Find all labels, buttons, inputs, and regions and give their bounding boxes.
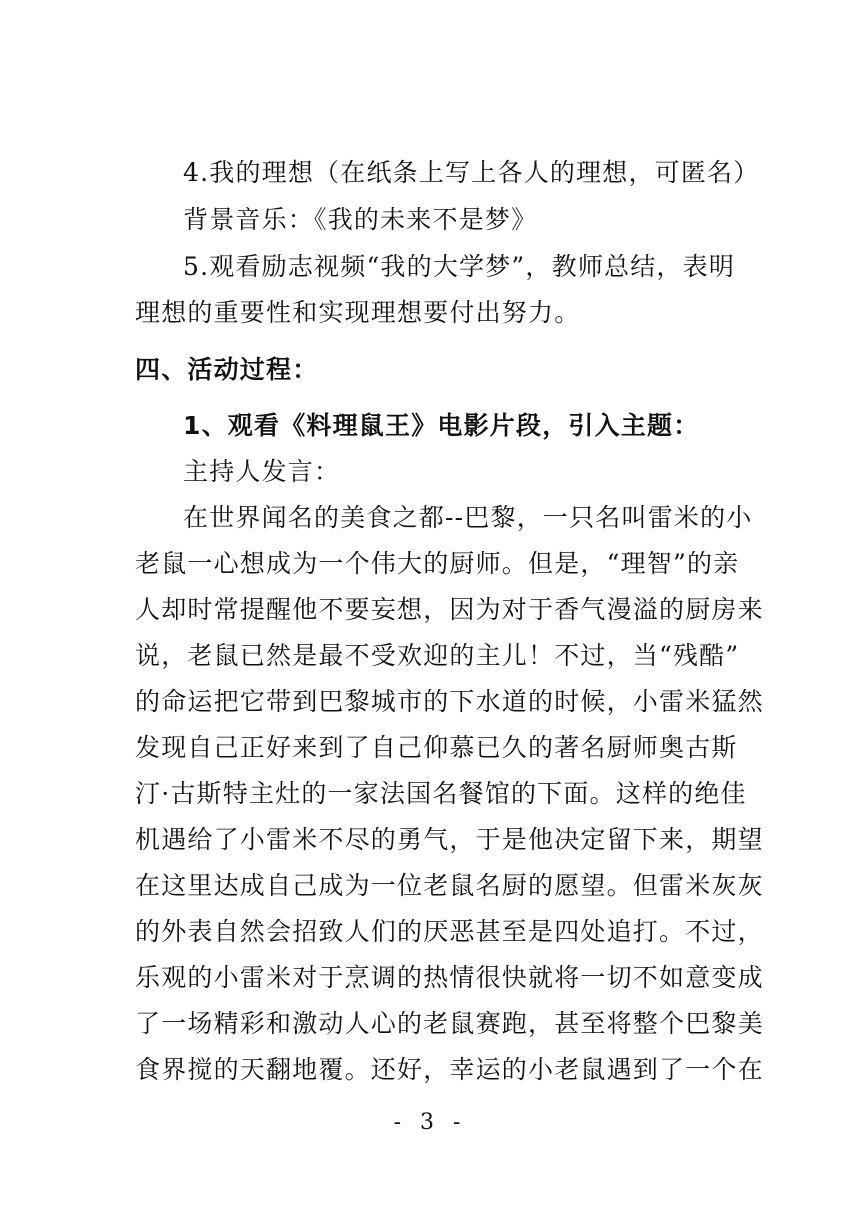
paragraph-line: 乐观的小雷米对于烹调的热情很快就将一切不如意变成 — [135, 963, 764, 992]
paragraph-line: 老鼠一心想成为一个伟大的厨师。但是，“理智”的亲 — [135, 549, 740, 578]
paragraph-line: 了一场精彩和激动人心的老鼠赛跑，甚至将整个巴黎美 — [135, 1009, 764, 1038]
host-speech-label: 主持人发言： — [183, 457, 341, 486]
paragraph-line: 发现自己正好来到了自己仰慕已久的著名厨师奥古斯 — [135, 733, 738, 762]
paragraph-line: 在世界闻名的美食之都--巴黎，一只名叫雷米的小 — [183, 503, 753, 532]
paragraph-line: 食界搅的天翻地覆。还好，幸运的小老鼠遇到了一个在 — [135, 1055, 764, 1084]
paragraph-line: 说，老鼠已然是最不受欢迎的主儿！不过，当“残酷” — [135, 641, 740, 670]
paragraph-line: 机遇给了小雷米不尽的勇气，于是他决定留下来，期望 — [135, 825, 764, 854]
page-number: - 3 - — [393, 1110, 467, 1135]
list-item-my-ideal: 4.我的理想（在纸条上写上各人的理想，可匿名） — [183, 158, 760, 187]
list-item-continuation: 理想的重要性和实现理想要付出努力。 — [135, 298, 581, 327]
paragraph-line: 人却时常提醒他不要妄想，因为对于香气漫溢的厨房来 — [135, 595, 764, 624]
paragraph-line: 的命运把它带到巴黎城市的下水道的时候，小雷米猛然 — [135, 687, 764, 716]
background-music-line: 背景音乐：《我的未来不是梦》 — [183, 205, 538, 234]
list-item-watch-video: 5.观看励志视频“我的大学梦”，教师总结，表明 — [183, 252, 736, 281]
paragraph-line: 汀·古斯特主灶的一家法国名餐馆的下面。这样的绝佳 — [135, 779, 747, 808]
subheading-watch-film-clip: 1、观看《料理鼠王》电影片段，引入主题： — [183, 411, 700, 440]
section-heading-activity-process: 四、活动过程： — [135, 355, 319, 384]
paragraph-line: 的外表自然会招致人们的厌恶甚至是四处追打。不过， — [135, 917, 764, 946]
paragraph-line: 在这里达成自己成为一位老鼠名厨的愿望。但雷米灰灰 — [135, 871, 764, 900]
